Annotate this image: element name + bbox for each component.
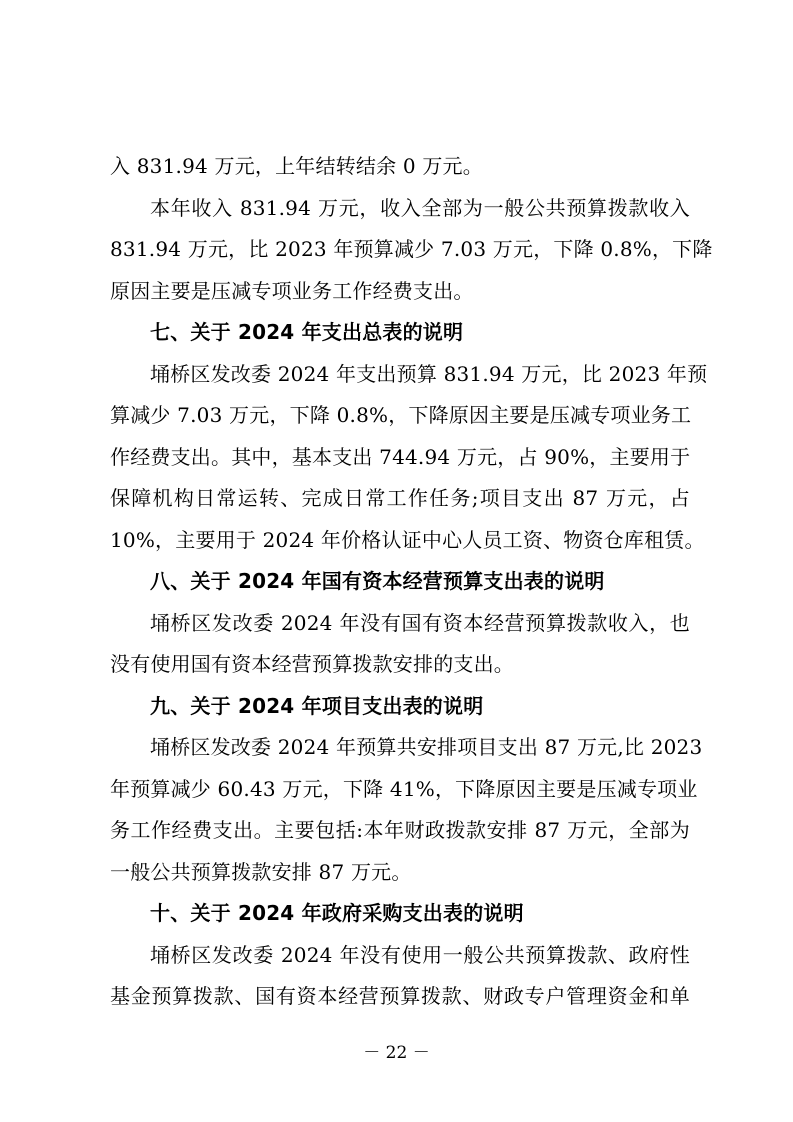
heading-text: 九、关于 2024 年项目支出表的说明 xyxy=(150,693,484,718)
text-line: 埇桥区发改委 2024 年没有国有资本经营预算拨款收入，也 xyxy=(150,610,690,635)
text-line: 作经费支出。其中，基本支出 744.94 万元，占 90%，主要用于 xyxy=(110,444,691,469)
text-line: 务工作经费支出。主要包括:本年财政拨款安排 87 万元，全部为 xyxy=(110,818,690,842)
text-line: 埇桥区发改委 2024 年预算共安排项目支出 87 万元,比 2023 xyxy=(150,735,703,759)
text-line: 入 831.94 万元，上年结转结余 0 万元。 xyxy=(110,154,483,178)
paragraph-procurement xyxy=(110,935,690,1018)
paragraph-project-expenditure xyxy=(110,727,703,893)
heading-text: 八、关于 2024 年国有资本经营预算支出表的说明 xyxy=(150,569,605,593)
heading-text: 十、关于 2024 年政府采购支出表的说明 xyxy=(150,901,524,925)
paragraph-income xyxy=(110,188,713,313)
text-line: 831.94 万元，比 2023 年预算减少 7.03 万元，下降 0.8%，下降 xyxy=(110,237,713,261)
text-line: 本年收入 831.94 万元，收入全部为一般公共预算拨款收入 xyxy=(150,195,690,220)
text-line: 一般公共预算拨款安排 87 万元。 xyxy=(110,859,412,884)
text-line: 保障机构日常运转、完成日常工作任务;项目支出 87 万元，占 xyxy=(110,486,690,510)
section-heading-9 xyxy=(110,686,690,728)
text-line: 年预算减少 60.43 万元，下降 41%，下降原因主要是压减专项业 xyxy=(110,776,698,801)
paragraph-state-capital xyxy=(110,603,690,686)
text-line: 原因主要是压减专项业务工作经费支出。 xyxy=(110,278,474,303)
text-line: 10%，主要用于 2024 年价格认证中心人员工资、物资仓库租赁。 xyxy=(110,527,705,552)
text-line: 埇桥区发改委 2024 年没有使用一般公共预算拨款、政府性 xyxy=(150,942,690,967)
heading-text: 七、关于 2024 年支出总表的说明 xyxy=(150,320,464,344)
text-line: 埇桥区发改委 2024 年支出预算 831.94 万元，比 2023 年预 xyxy=(150,361,708,386)
page-number: － 22 － xyxy=(363,1043,430,1063)
paragraph-expenditure-summary xyxy=(110,354,708,562)
paragraph-continued xyxy=(110,146,690,188)
document-body xyxy=(110,146,713,1018)
section-heading-7 xyxy=(110,312,690,354)
text-line: 算减少 7.03 万元，下降 0.8%，下降原因主要是压减专项业务工 xyxy=(110,403,692,427)
section-heading-10 xyxy=(110,893,690,935)
text-line: 没有使用国有资本经营预算拨款安排的支出。 xyxy=(110,652,514,676)
text-line: 基金预算拨款、国有资本经营预算拨款、财政专户管理资金和单 xyxy=(110,984,690,1008)
section-heading-8 xyxy=(110,561,690,603)
